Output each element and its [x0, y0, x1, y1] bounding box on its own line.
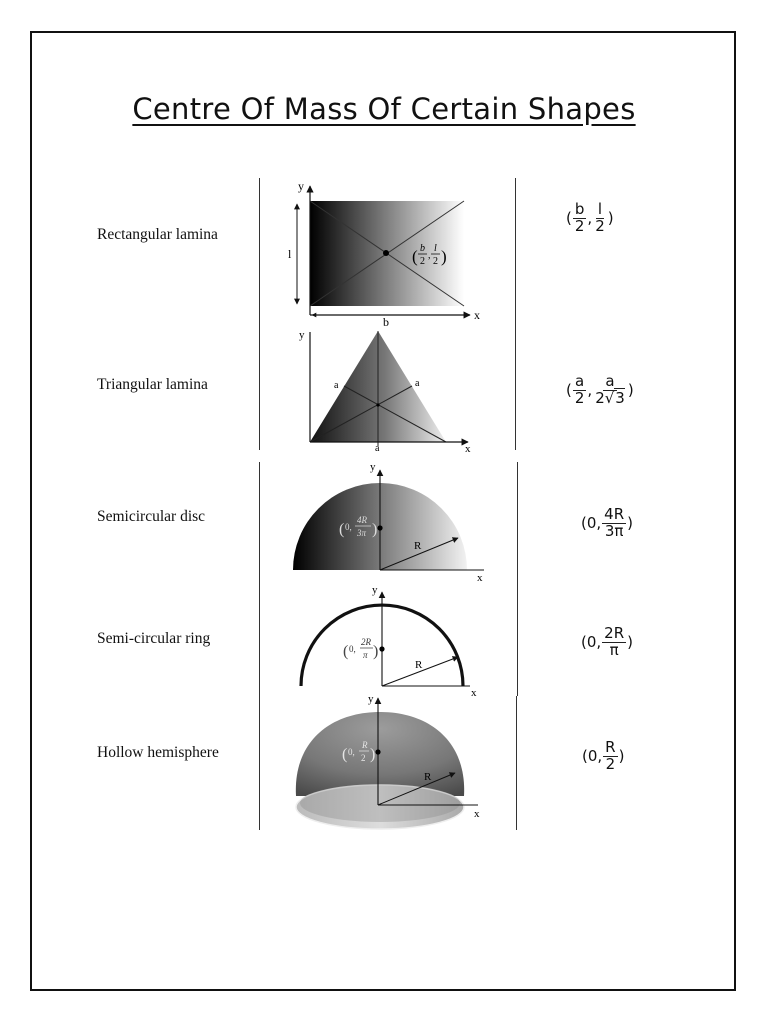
- y-axis-label: y: [299, 329, 305, 341]
- centre-of-mass-dot: [376, 403, 379, 406]
- formula-semi-circular-ring: (0, $\frac{2R}{\pi}$ ): [581, 624, 633, 659]
- shape-label-semi-circular-ring: Semi-circular ring: [97, 630, 211, 647]
- shape-label-rectangular-lamina: Rectangular lamina: [97, 226, 218, 243]
- y-axis-label: y: [298, 179, 304, 193]
- centre-of-mass-dot: [375, 749, 380, 754]
- svg-text:2: 2: [433, 256, 438, 267]
- page-title: Centre Of Mass Of Certain Shapes: [132, 92, 636, 126]
- radius-label: R: [414, 540, 422, 552]
- height-label: l: [288, 247, 292, 261]
- centre-of-mass-dot: [383, 250, 389, 256]
- hollow-hemisphere-figure: [296, 693, 480, 829]
- x-axis-label: x: [477, 572, 483, 584]
- rectangular-lamina-figure: [288, 179, 480, 329]
- radius-label: R: [424, 771, 432, 783]
- svg-text:4R: 4R: [357, 515, 367, 525]
- semicircular-disc-figure: [293, 461, 484, 584]
- hemisphere-dome: [296, 712, 464, 796]
- svg-text:0,: 0,: [348, 747, 355, 757]
- svg-text:): ): [370, 746, 376, 763]
- svg-text:π: π: [363, 650, 368, 660]
- formula-hollow-hemisphere: (0, $\frac{R}{2}$ ): [582, 738, 625, 773]
- svg-text:b: b: [420, 243, 425, 254]
- svg-text:2: 2: [361, 753, 366, 763]
- svg-text:): ): [373, 643, 379, 660]
- svg-text:(: (: [339, 521, 345, 538]
- width-label: b: [383, 315, 389, 329]
- svg-text:(: (: [412, 247, 418, 266]
- semi-circular-ring-figure: [301, 584, 477, 699]
- svg-text:(: (: [342, 746, 348, 763]
- svg-text:0,: 0,: [349, 644, 356, 654]
- side-label-base: a: [375, 443, 380, 454]
- svg-text:0,: 0,: [345, 522, 352, 532]
- formula-rectangular-lamina: ( $\frac{b}{2}$ , $\frac{l}{2}$ ): [566, 200, 614, 235]
- centre-of-mass-dot: [377, 525, 382, 530]
- x-axis-label: x: [474, 808, 480, 820]
- y-axis-label: y: [370, 461, 376, 473]
- svg-text:R: R: [362, 740, 368, 750]
- y-axis-label: y: [368, 693, 374, 705]
- formula-triangular-lamina: ( $\frac{a}{2}$ , $\frac{a}{2√3}$ ): [566, 372, 634, 407]
- svg-text:3π: 3π: [357, 528, 367, 538]
- triangular-lamina-figure: [299, 329, 471, 455]
- centre-of-mass-annotation: [343, 637, 378, 660]
- svg-text:): ): [441, 247, 447, 266]
- shape-label-hollow-hemisphere: Hollow hemisphere: [97, 744, 219, 761]
- radius-label: R: [415, 659, 423, 671]
- svg-text:2R: 2R: [361, 637, 371, 647]
- x-axis-label: x: [465, 443, 471, 455]
- svg-text:): ): [372, 521, 378, 538]
- centre-of-mass-dot: [379, 646, 384, 651]
- side-label-right: a: [415, 378, 420, 389]
- x-axis-label: x: [474, 308, 480, 322]
- svg-text:l: l: [434, 243, 437, 254]
- svg-text:2: 2: [420, 256, 425, 267]
- shape-label-semicircular-disc: Semicircular disc: [97, 508, 206, 525]
- y-axis-label: y: [372, 584, 378, 596]
- formula-semicircular-disc: (0, $\frac{4R}{3\pi}$ ): [581, 505, 633, 540]
- x-axis-label: x: [471, 687, 477, 699]
- svg-text:,: ,: [428, 250, 431, 261]
- svg-text:(: (: [343, 643, 349, 660]
- shape-label-triangular-lamina: Triangular lamina: [97, 376, 208, 393]
- side-label-left: a: [334, 380, 339, 391]
